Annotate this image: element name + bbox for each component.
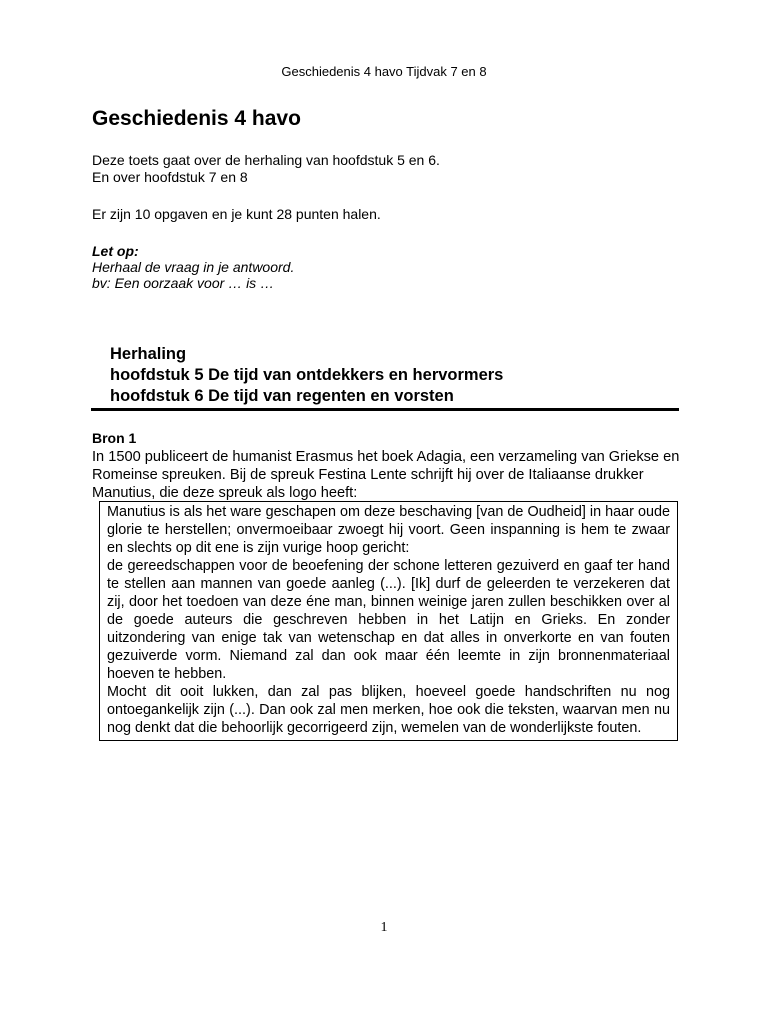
section-heading-line-1: Herhaling [110, 345, 187, 363]
section-heading [110, 344, 503, 407]
intro-block [92, 152, 440, 186]
running-header: Geschiedenis 4 havo Tijdvak 7 en 8 [281, 64, 487, 79]
source-label: Bron 1 [92, 430, 137, 446]
quote-paragraph-2: de gereedschappen voor de beoefening der schone letteren gezuiverd en gaaf ter hand te stellen aan mannen van goede aanleg (...). [Ik] durf de geleerden te verzekeren dat zij, door het toedoen van deze éne man, binnen weinige jaren zullen beschikken over al de goede auteurs die geschreven hebben in het Latijn en Grieks. En zonder uitzondering van enige tak van wetenschap en dat alles in onverkorte en van fouten gezuiverde vorm. Niemand zal dan ook maar één leemte in zijn bronnenmateriaal hoeven te hebben. [107, 558, 670, 682]
section-heading-line-2: hoofdstuk 5 De tijd van ontdekkers en hervormers [110, 366, 504, 384]
let-op-label: Let op: [92, 243, 139, 259]
intro-line-chapters: En over hoofdstuk 7 en 8 [92, 169, 248, 185]
intro-line-topics: Deze toets gaat over de herhaling van hoofdstuk 5 en 6. [92, 152, 440, 168]
let-op-line-1: Herhaal de vraag in je antwoord. [92, 259, 295, 275]
document-title: Geschiedenis 4 havo [92, 107, 301, 130]
section-divider [91, 408, 679, 411]
intro-line-points: Er zijn 10 opgaven en je kunt 28 punten halen. [92, 206, 381, 222]
let-op-line-2: bv: Een oorzaak voor … is … [92, 275, 275, 291]
quote-paragraph-3: Mocht dit ooit lukken, dan zal pas blijken, hoeveel goede handschriften nu nog ontoegankelijk zijn (...). Dan ook zal men merken, hoe ook die teksten, waarvan men nu nog denkt dat die behoorlijk gecorrigeerd zijn, wemelen van de wonderlijkste fouten. [107, 684, 670, 736]
source-intro: In 1500 publiceert de humanist Erasmus het boek Adagia, een verzameling van Griekse en Romeinse spreuken. Bij de spreuk Festina Lente schrijft hij over de Italiaanse drukker Manutius, die deze spreuk als logo heeft: [92, 449, 680, 501]
source-quote-box [99, 501, 678, 741]
let-op-block [92, 243, 294, 291]
section-heading-line-3: hoofdstuk 6 De tijd van regenten en vorsten [110, 387, 454, 405]
page-number: 1 [380, 920, 388, 935]
quote-paragraph-1: Manutius is als het ware geschapen om deze beschaving [van de Oudheid] in haar oude glorie te herstellen; onvermoeibaar zwoegt hij voort. Geen inspanning is hem te zwaar en slechts op dit ene is zijn vurige hoop gericht: [107, 504, 670, 556]
